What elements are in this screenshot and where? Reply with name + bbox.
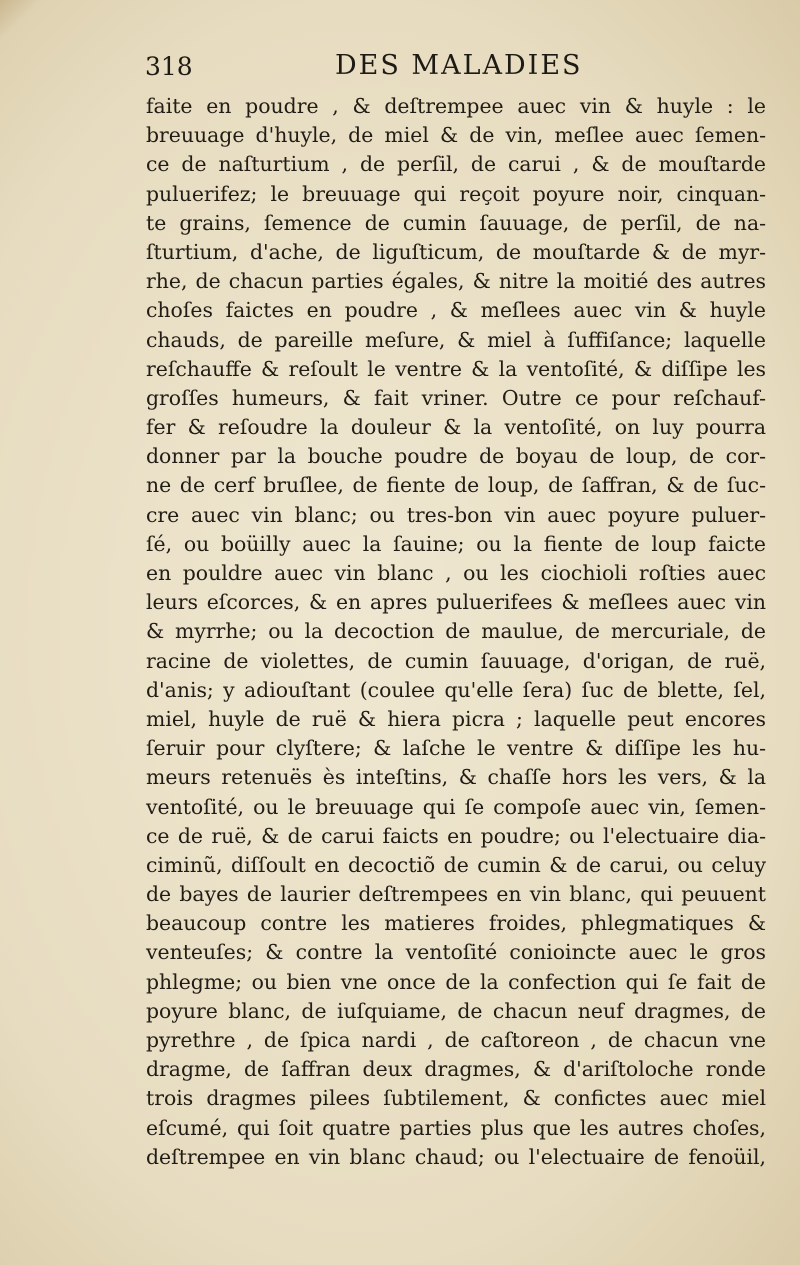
text-line: faite en poudre , & deſtrempee auec vin & huyle : le <box>146 94 766 118</box>
text-line: ne de cerf bruſlee, de fiente de loup, de ſaffran, & de ſuc- <box>146 473 766 498</box>
text-line: choſes faictes en poudre , & meſlees auec vin & huyle <box>146 298 766 323</box>
running-header <box>145 50 765 90</box>
text-line: leurs eſcorces, & en apres puluerifees & meſlees auec vin <box>146 590 766 615</box>
text-line: d'anis; y adiouſtant (coulee qu'elle ſera) ſuc de blette, ſel, <box>146 677 766 702</box>
text-line: puluerifez; le breuuage qui reçoit poyure noir, cinquan- <box>146 181 766 206</box>
text-line: trois dragmes pilees ſubtilement, & confictes auec miel <box>146 1086 766 1111</box>
text-line: fer & reſoudre la douleur & la ventoſité, on luy pourra <box>146 415 766 440</box>
text-line: miel, huyle de ruë & hiera picra ; laquelle peut encores <box>146 706 766 731</box>
page-number: 318 <box>145 52 193 81</box>
text-line: ſé, ou boüilly auec la ſauine; ou la fiente de loup faicte <box>146 531 766 556</box>
text-line: groſſes humeurs, & fait vriner. Outre ce pour reſchauf- <box>146 385 766 410</box>
text-line: cre auec vin blanc; ou tres-bon vin auec poyure puluer- <box>146 502 766 527</box>
text-line: donner par la bouche poudre de boyau de loup, de cor- <box>146 444 766 469</box>
text-line: beaucoup contre les matieres froides, phlegmatiques & <box>146 911 766 936</box>
text-line: ſturtium, d'ache, de liguſticum, de mouſtarde & de myr- <box>146 239 766 264</box>
text-line: pyrethre , de ſpica nardi , de caſtoreon , de chacun vne <box>146 1028 766 1052</box>
running-title: DES MALADIES <box>335 50 583 81</box>
text-line: deſtrempee en vin blanc chaud; ou l'electuaire de fenoüil, <box>146 1144 766 1169</box>
text-line: chauds, de pareille meſure, & miel à ſuffiſance; laquelle <box>146 327 766 352</box>
text-line: ciminũ, diſſoult en decoctiõ de cumin & de carui, ou celuy <box>146 852 766 877</box>
text-line: meurs retenuës ès inteſtins, & chaſſe hors les vers, & la <box>146 765 766 790</box>
page-corner-fold <box>0 0 40 40</box>
text-line: ſeruir pour clyſtere; & laſche le ventre & diſſipe les hu- <box>146 736 766 761</box>
text-line: ventoſité, ou le breuuage qui ſe compoſe auec vin, ſemen- <box>146 794 766 819</box>
text-line: rhe, de chacun parties égales, & nitre la moitié des autres <box>146 269 766 294</box>
text-line: venteuſes; & contre la ventoſité conioincte auec le gros <box>146 940 766 965</box>
text-line: te grains, ſemence de cumin ſauuage, de perſil, de na- <box>146 210 766 235</box>
text-line: reſchauffe & reſoult le ventre & la ventoſité, & diſſipe les <box>146 356 766 381</box>
text-line: ce de naſturtium , de perſil, de carui , & de mouſtarde <box>146 152 766 177</box>
text-line: phlegme; ou bien vne once de la confection qui ſe fait de <box>146 969 766 994</box>
text-line: breuuage d'huyle, de miel & de vin, meſlee auec ſemen- <box>146 123 766 148</box>
text-line: de bayes de laurier deſtrempees en vin blanc, qui peuuent <box>146 882 766 907</box>
text-line: & myrrhe; ou la decoction de maulue, de mercuriale, de <box>146 619 766 644</box>
text-line: eſcumé, qui ſoit quatre parties plus que les autres choſes, <box>146 1115 766 1140</box>
text-line: racine de violettes, de cumin ſauuage, d'origan, de ruë, <box>146 648 766 673</box>
body-text <box>146 92 766 1172</box>
text-line: en pouldre auec vin blanc , ou les ciochioli roſties auec <box>146 561 766 585</box>
text-line: dragme, de ſaffran deux dragmes, & d'ariſtoloche ronde <box>146 1057 766 1082</box>
text-line: poyure blanc, de iuſquiame, de chacun neuf dragmes, de <box>146 998 766 1023</box>
text-line: ce de ruë, & de carui faicts en poudre; ou l'electuaire dia- <box>146 823 766 848</box>
